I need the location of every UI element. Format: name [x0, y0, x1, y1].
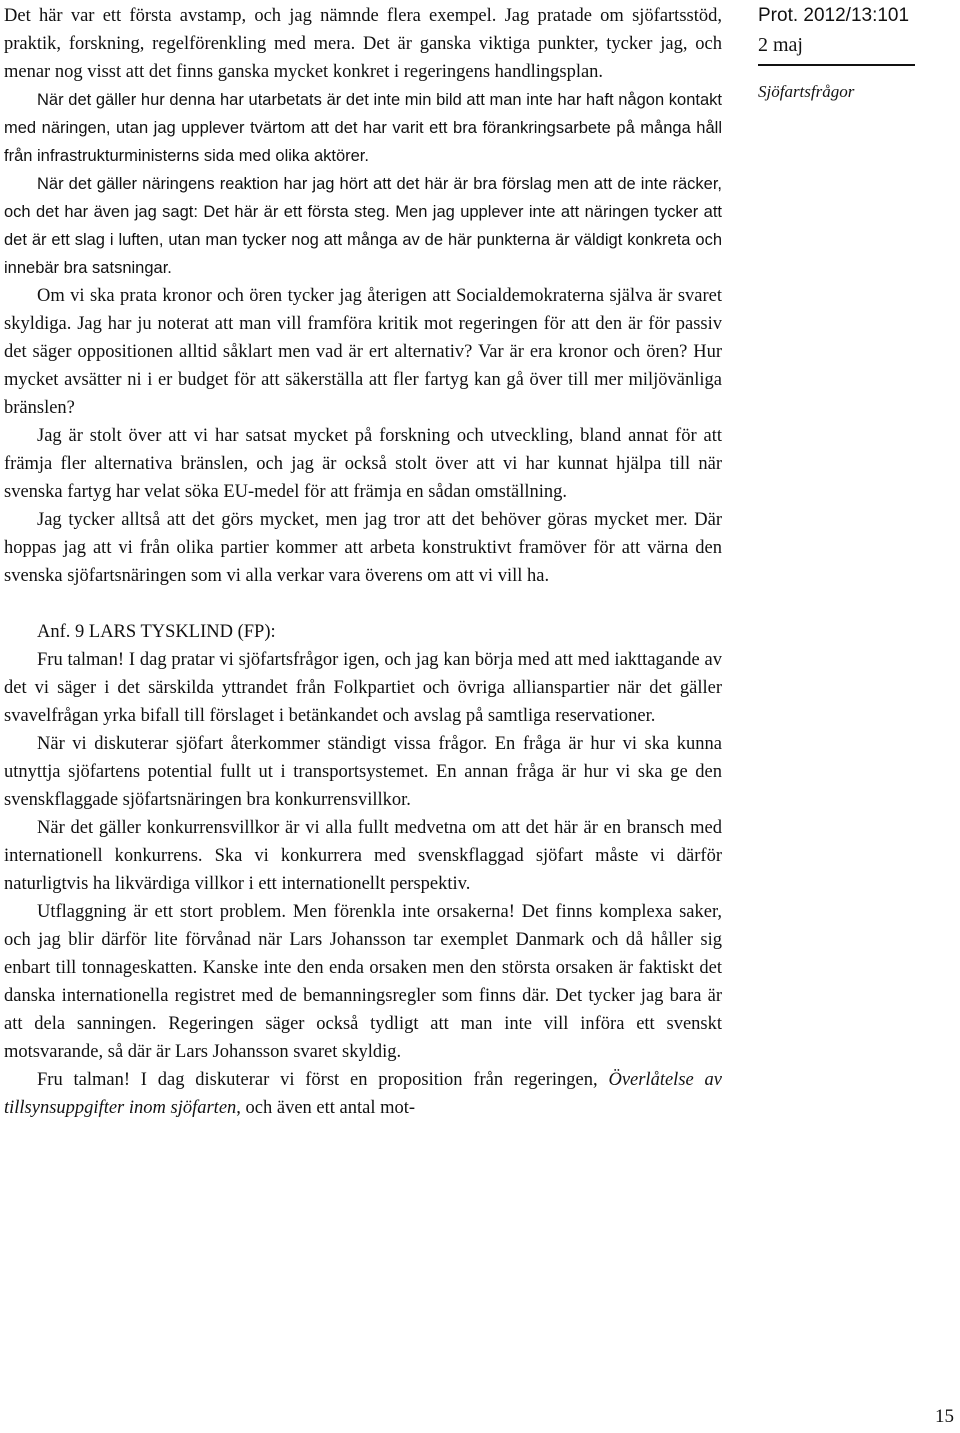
proposition-title: Överlåtelse av tillsynsuppgifter inom sjöfarten — [4, 1070, 722, 1118]
paragraph: När det gäller konkurrensvillkor är vi alla fullt medvetna om att det här är en bransch med internationell konkurrens. Ska vi konkurrera med svenskflaggad sjöfart måste vi därför naturligtvis ha likvärdiga villkor i ett internationellt perspektiv. — [4, 818, 722, 894]
topic-label: Sjöfartsfrågor — [758, 82, 855, 101]
paragraph: Fru talman! I dag pratar vi sjöfartsfrågor igen, och jag kan börja med att med iakttagande av det vi säger i det särskilda yttrandet från Folkpartiet och övriga allianspartier när det gäller svavelfrågan yrka bifall till förslaget i betänkandet och avslag på samtliga reservationer. — [4, 650, 722, 726]
page-number: 15 — [935, 1406, 954, 1427]
session-date: 2 maj — [758, 34, 803, 56]
paragraph: Om vi ska prata kronor och ören tycker jag återigen att Socialdemokraterna själva är svaret skyldiga. Jag har ju noterat att man vill framföra kritik mot regeringen för att den är för passiv det säger oppositionen alltid såklart men vad är ert alternativ? Var är era kronor och ören? Hur mycket avsätter ni i er budget för att säkerställa att fler fartyg kan gå över till mer miljövänliga bränslen? — [4, 286, 722, 418]
paragraph: Jag tycker alltså att det görs mycket, men jag tror att det behöver göras mycket mer. Där hoppas jag att vi från olika partier kommer att arbeta konstruktivt framöver för att värna den svenska sjöfartsnäringen som vi alla verkar vara överens om att vi vill ha. — [4, 510, 722, 586]
paragraph-text: Fru talman! I dag diskuterar vi först en proposition från regeringen, — [37, 1070, 598, 1090]
speaker-heading: Anf. 9 LARS TYSKLIND (FP): — [37, 622, 276, 642]
paragraph: Det här var ett första avstamp, och jag nämnde flera exempel. Jag pratade om sjöfartsstöd, praktik, forskning, regelförenkling med mera. Det är ganska viktiga punkter, tycker jag, och menar nog visst att det finns ganska mycket konkret i regeringens handlingsplan. — [4, 6, 722, 82]
paragraph: När det gäller hur denna har utarbetats är det inte min bild att man inte har haft någon kontakt med näringen, utan jag upplever tvärtom att det har varit ett bra förankringsarbete på många håll från infrastrukturministerns sida med olika aktörer. — [4, 91, 722, 165]
paragraph: Utflaggning är ett stort problem. Men förenkla inte orsakerna! Det finns komplexa saker, och jag blir därför lite förvånad när Lars Johansson tar exemplet Danmark och då håller sig enbart till tonnageskatten. Kanske inte den enda orsaken men den största orsaken är faktiskt det danska internationella registret med de bemanningsregler som finns där. Det tycker jag bara är att dela sanningen. Regeringen säger också tydligt att man inte vill införa ett svenskt motsvarande, så där är Lars Johansson svaret skyldig. — [4, 902, 722, 1062]
paragraph — [4, 1066, 722, 1122]
main-column — [4, 2, 722, 1122]
spacer — [4, 590, 722, 618]
protocol-number: Prot. 2012/13:101 — [758, 5, 910, 26]
paragraph: När det gäller näringens reaktion har jag hört att det här är bra förslag men att de inte räcker, och det har även jag sagt: Det här är ett första steg. Men jag upplever inte att näringen tycker att det är ett slag i luften, utan man tycker nog att många av de här punkterna är väldigt konkreta och innebär bra satsningar. — [4, 175, 722, 277]
divider — [758, 64, 915, 66]
paragraph-text: , och även ett antal mot- — [236, 1098, 416, 1118]
paragraph: När vi diskuterar sjöfart återkommer ständigt vissa frågor. En fråga är hur vi ska kunna utnyttja sjöfartens potential fullt ut i transportsystemet. En annan fråga är hur vi ska ge den svenskflaggade sjöfartsnäringen bra konkurrensvillkor. — [4, 734, 722, 810]
margin-sidebar — [758, 2, 948, 106]
paragraph: Jag är stolt över att vi har satsat mycket på forskning och utveckling, bland annat för att främja fler alternativa bränslen, och jag är också stolt över att vi har kunnat hjälpa till när svenska fartyg har velat söka EU-medel för att främja en sådan omställning. — [4, 426, 722, 502]
